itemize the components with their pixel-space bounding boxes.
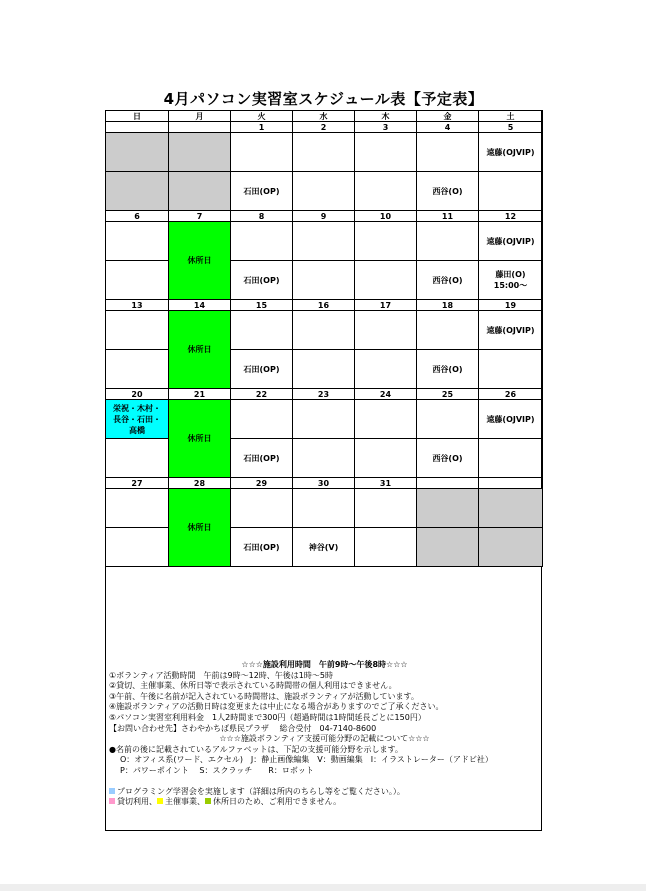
support-codes-2: P：パワーポイント S：スクラッチ R：ロボット: [120, 765, 314, 775]
date-number: 7: [169, 211, 231, 222]
date-number: 1: [231, 122, 293, 133]
date-number: 16: [293, 300, 355, 311]
date-number: 22: [231, 389, 293, 400]
am-row: [106, 311, 543, 350]
am-slot: [293, 311, 355, 350]
date-number: 24: [355, 389, 417, 400]
volunteer-name: 長谷・石田・: [113, 414, 161, 424]
volunteer-name: 神谷(V): [308, 542, 339, 552]
pm-slot: [106, 439, 169, 478]
rule-3: ③午前、午後に名前が記入されている時間帯は、施設ボランティアが活動しています。: [109, 691, 419, 701]
date-row: [106, 389, 543, 400]
volunteer-name: 栄祝・木村・: [113, 403, 161, 413]
rule-5: ⑤パソコン実習室利用料金 1人2時間まで300円（超過時間は1時間延長ごとに150円）: [109, 712, 426, 722]
legend-unavailable: [106, 797, 543, 808]
am-row: [106, 489, 543, 528]
am-slot: [479, 400, 543, 439]
date-number: 4: [417, 122, 479, 133]
date-number: [169, 122, 231, 133]
volunteer-name: 遠藤(OJVIP): [486, 147, 535, 157]
am-slot: [169, 133, 231, 172]
weekday-tue: 火: [231, 111, 293, 122]
rule-2: ②貸切、主催事業、休所日等で表示されている時間帯の個人利用はできません。: [109, 681, 397, 691]
date-number: 6: [106, 211, 169, 222]
date-number: 23: [293, 389, 355, 400]
volunteer-name: 藤田(O): [495, 270, 526, 279]
pm-slot: [355, 439, 417, 478]
date-number: 3: [355, 122, 417, 133]
date-number: 19: [479, 300, 543, 311]
pm-slot: [293, 439, 355, 478]
pm-slot: [106, 172, 169, 211]
weekday-sun: 日: [106, 111, 169, 122]
rule-4: ④施設ボランティアの活動日時は変更または中止になる場合がありますのでご了承ください。: [109, 702, 444, 712]
date-number: 2: [293, 122, 355, 133]
am-slot: [355, 222, 417, 261]
closed-day-cell: [169, 311, 231, 389]
pm-row: [106, 172, 543, 211]
am-slot: [106, 400, 169, 439]
date-number: [106, 122, 169, 133]
volunteer-name: 高橋: [129, 425, 145, 435]
am-slot: [355, 400, 417, 439]
pm-slot: [231, 439, 293, 478]
am-slot: [231, 311, 293, 350]
date-number: 20: [106, 389, 169, 400]
volunteer-name: 西谷(O): [432, 364, 463, 374]
pm-slot: [479, 528, 543, 567]
date-number: 18: [417, 300, 479, 311]
date-number: [479, 478, 543, 489]
am-slot: [293, 222, 355, 261]
pm-slot: [106, 261, 169, 300]
pm-slot: [293, 172, 355, 211]
pm-slot: [355, 172, 417, 211]
date-number: [417, 478, 479, 489]
pm-slot: [106, 528, 169, 567]
am-slot: [417, 311, 479, 350]
date-row: [106, 122, 543, 133]
date-number: 31: [355, 478, 417, 489]
page-bottom-bar: [0, 884, 646, 891]
pm-slot: [417, 172, 479, 211]
facility-hours: ☆☆☆施設利用時間 午前9時～午後8時☆☆☆: [241, 660, 408, 669]
volunteer-name: 石田(OP): [243, 364, 280, 374]
rule-1: ①ボランティア活動時間 午前は9時～12時、午後は1時～5時: [109, 670, 333, 680]
page-title: 4月パソコン実習室スケジュール表【予定表】: [163, 90, 484, 108]
am-slot: [106, 489, 169, 528]
date-number: 17: [355, 300, 417, 311]
date-number: 14: [169, 300, 231, 311]
blue-legend-square-icon: [109, 788, 115, 794]
am-slot: [355, 489, 417, 528]
closed-day-label: 休所日: [187, 434, 212, 443]
am-row: [106, 400, 543, 439]
date-number: 11: [417, 211, 479, 222]
pm-slot: [479, 261, 543, 300]
volunteer-name: 15:00～: [493, 281, 528, 290]
legend-programming: [106, 787, 543, 798]
date-number: 13: [106, 300, 169, 311]
legend-event-text: 主催事業、: [165, 797, 205, 807]
date-number: 5: [479, 122, 543, 133]
pm-slot: [231, 261, 293, 300]
am-slot: [355, 311, 417, 350]
date-number: 15: [231, 300, 293, 311]
notes-section: [106, 660, 543, 808]
volunteer-name: 西谷(O): [432, 186, 463, 196]
date-number: 10: [355, 211, 417, 222]
date-row: [106, 300, 543, 311]
am-slot: [293, 489, 355, 528]
date-number: 29: [231, 478, 293, 489]
volunteer-name: 西谷(O): [432, 453, 463, 463]
weekday-thu: 木: [355, 111, 417, 122]
am-slot: [231, 489, 293, 528]
am-slot: [479, 222, 543, 261]
contact-info: 【お問い合わせ先】さわやかちば県民プラザ 総合受付 04-7140-8600: [109, 723, 377, 733]
support-title: ☆☆☆施設ボランティア支援可能分野の記載について☆☆☆: [219, 734, 430, 744]
pm-slot: [479, 350, 543, 389]
am-slot: [417, 400, 479, 439]
weekday-header-row: [106, 111, 543, 122]
volunteer-name: 遠藤(OJVIP): [486, 236, 535, 246]
volunteer-name: 西谷(O): [432, 275, 463, 285]
legend-programming-text: プログラミング学習会を実施します（詳細は所内のちらし等をご覧ください。）。: [117, 786, 405, 796]
am-row: [106, 133, 543, 172]
am-slot: [417, 222, 479, 261]
legend-closed-text: 休所日のため、ご利用できません。: [213, 797, 342, 807]
date-number: 26: [479, 389, 543, 400]
volunteer-name: 石田(OP): [243, 453, 280, 463]
closed-day-cell: [169, 489, 231, 567]
am-slot: [417, 133, 479, 172]
date-number: 9: [293, 211, 355, 222]
date-number: 28: [169, 478, 231, 489]
pm-slot: [417, 261, 479, 300]
am-slot: [479, 489, 543, 528]
closed-day-cell: [169, 400, 231, 478]
pm-slot: [355, 350, 417, 389]
am-slot: [231, 133, 293, 172]
pm-slot: [293, 261, 355, 300]
date-row: [106, 211, 543, 222]
am-slot: [106, 222, 169, 261]
pm-slot: [355, 528, 417, 567]
date-number: 12: [479, 211, 543, 222]
calendar-table: [105, 110, 543, 567]
pm-slot: [417, 350, 479, 389]
am-slot: [417, 489, 479, 528]
am-row: [106, 222, 543, 261]
green-legend-square-icon: [205, 798, 211, 804]
date-number: 25: [417, 389, 479, 400]
pm-slot: [231, 528, 293, 567]
date-number: 21: [169, 389, 231, 400]
closed-day-label: 休所日: [187, 345, 212, 354]
pm-slot: [169, 172, 231, 211]
am-slot: [106, 311, 169, 350]
schedule-sheet: [105, 110, 542, 831]
pm-slot: [231, 350, 293, 389]
volunteer-name: 石田(OP): [243, 542, 280, 552]
volunteer-name: 遠藤(OJVIP): [486, 325, 535, 335]
pm-slot: [479, 439, 543, 478]
pm-slot: [355, 261, 417, 300]
date-number: 30: [293, 478, 355, 489]
am-slot: [479, 133, 543, 172]
volunteer-name: 石田(OP): [243, 186, 280, 196]
date-number: 8: [231, 211, 293, 222]
weekday-sat: 土: [479, 111, 543, 122]
volunteer-name: 石田(OP): [243, 275, 280, 285]
date-number: 27: [106, 478, 169, 489]
pm-slot: [106, 350, 169, 389]
volunteer-name: 遠藤(OJVIP): [486, 414, 535, 424]
pm-slot: [417, 528, 479, 567]
yellow-legend-square-icon: [157, 798, 163, 804]
am-slot: [231, 400, 293, 439]
pm-slot: [293, 350, 355, 389]
legend-rental-text: 貸切利用、: [117, 797, 157, 807]
am-slot: [293, 133, 355, 172]
pm-slot: [417, 439, 479, 478]
pink-legend-square-icon: [109, 798, 115, 804]
pm-slot: [293, 528, 355, 567]
weekday-mon: 月: [169, 111, 231, 122]
weekday-wed: 水: [293, 111, 355, 122]
closed-day-cell: [169, 222, 231, 300]
am-slot: [293, 400, 355, 439]
am-slot: [479, 311, 543, 350]
pm-slot: [231, 172, 293, 211]
closed-day-label: 休所日: [187, 256, 212, 265]
am-slot: [106, 133, 169, 172]
weekday-fri: 金: [417, 111, 479, 122]
am-slot: [231, 222, 293, 261]
pm-slot: [479, 172, 543, 211]
closed-day-label: 休所日: [187, 523, 212, 532]
support-description: ●名前の後に記載されているアルファベットは、下記の支援可能分野を示します。: [109, 744, 403, 754]
date-row: [106, 478, 543, 489]
support-codes-1: O：オフィス系(ワード、エクセル) J：静止画像編集 V：動画編集 I：イラストレーター（アドビ社）: [120, 755, 493, 765]
am-slot: [355, 133, 417, 172]
